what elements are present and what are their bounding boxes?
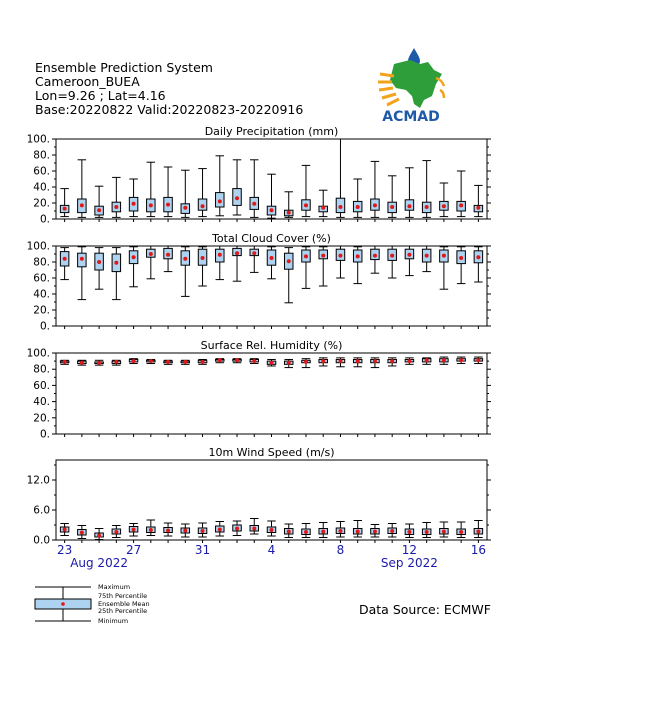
box-2022-09-09 — [353, 521, 362, 538]
legend-mean-label: Ensemble Mean — [98, 600, 150, 608]
x-day-label: 23 — [56, 543, 73, 557]
box-2022-09-09 — [353, 358, 362, 367]
mean-marker — [201, 256, 205, 260]
data-source: Data Source: ECMWF — [359, 602, 491, 617]
y-tick-label: 0.0 — [33, 534, 50, 547]
box-2022-09-06 — [302, 247, 311, 289]
y-tick-label: 60. — [33, 379, 50, 392]
panel-4 — [27, 446, 491, 547]
box-2022-09-01 — [216, 156, 225, 216]
mean-marker — [132, 202, 136, 206]
mean-marker — [97, 361, 101, 365]
mean-marker — [356, 359, 360, 363]
box-2022-09-06 — [302, 359, 311, 368]
box-2022-09-05 — [284, 248, 293, 303]
y-tick-label: 20. — [33, 197, 50, 210]
legend-minimum-label: Minimum — [98, 617, 129, 625]
box-2022-09-14 — [440, 357, 449, 364]
mean-marker — [407, 204, 411, 208]
mean-marker — [218, 528, 222, 532]
box-2022-09-16 — [474, 357, 483, 363]
box-2022-09-14 — [440, 183, 449, 217]
mean-marker — [287, 530, 291, 534]
mean-marker — [442, 254, 446, 258]
mean-marker — [373, 530, 377, 534]
y-tick-label: 60. — [33, 165, 50, 178]
x-day-label: 16 — [470, 543, 487, 557]
box-2022-09-10 — [371, 358, 380, 368]
y-tick-label: 100. — [26, 133, 50, 146]
box-2022-08-30 — [181, 524, 190, 537]
mean-marker — [114, 261, 118, 265]
y-tick-label: 80. — [33, 363, 50, 376]
mean-marker — [270, 256, 274, 260]
mean-marker — [476, 358, 480, 362]
y-tick-label: 0. — [39, 320, 50, 333]
panel-2 — [27, 232, 491, 333]
box-2022-09-11 — [388, 524, 397, 538]
box-2022-09-01 — [216, 246, 225, 280]
mean-marker — [476, 206, 480, 210]
header-coordinates: Lon=9.26 ; Lat=4.16 — [35, 88, 166, 103]
box-2022-09-12 — [405, 524, 414, 538]
box-2022-09-13 — [422, 358, 431, 364]
mean-marker — [407, 359, 411, 363]
box-2022-08-29 — [164, 360, 173, 364]
box-2022-09-06 — [302, 165, 311, 216]
x-day-label: 12 — [401, 543, 418, 557]
box-2022-09-01 — [216, 358, 225, 362]
box-2022-08-25 — [95, 248, 104, 290]
mean-marker — [114, 205, 118, 209]
x-axis — [57, 543, 486, 570]
box-2022-08-28 — [147, 246, 156, 279]
panel-title: Surface Rel. Humidity (%) — [200, 339, 343, 352]
box-2022-09-03 — [250, 519, 259, 535]
mean-marker — [132, 359, 136, 363]
box-2022-09-04 — [267, 359, 276, 365]
box-2022-08-26 — [112, 177, 121, 217]
box-2022-08-28 — [147, 520, 156, 536]
box-2022-08-31 — [198, 247, 207, 286]
y-tick-label: 12.0 — [26, 474, 50, 487]
box-2022-08-24 — [78, 247, 87, 300]
box-2022-09-16 — [474, 185, 483, 216]
y-tick-label: 60. — [33, 272, 50, 285]
box-2022-09-11 — [388, 246, 397, 278]
y-tick-label: 0. — [39, 428, 50, 441]
box-2022-08-25 — [95, 360, 104, 365]
y-tick-label: 80. — [33, 256, 50, 269]
box-2022-09-16 — [474, 521, 483, 538]
legend-mean-marker — [61, 602, 65, 606]
mean-marker — [390, 205, 394, 209]
mean-marker — [218, 253, 222, 257]
header-dates: Base:20220822 Valid:20220823-20220916 — [35, 102, 304, 117]
mean-marker — [338, 529, 342, 533]
box-2022-09-08 — [336, 139, 345, 217]
y-tick-label: 40. — [33, 288, 50, 301]
box-2022-09-07 — [319, 190, 328, 216]
box-2022-08-24 — [78, 160, 87, 218]
mean-marker — [97, 260, 101, 264]
mean-marker — [114, 360, 118, 364]
box-2022-09-05 — [284, 524, 293, 538]
mean-marker — [304, 203, 308, 207]
mean-marker — [252, 251, 256, 255]
mean-marker — [304, 254, 308, 258]
box-2022-08-24 — [78, 526, 87, 539]
box-2022-09-07 — [319, 247, 328, 286]
x-day-label: 31 — [194, 543, 211, 557]
y-tick-label: 0. — [39, 213, 50, 226]
mean-marker — [252, 202, 256, 206]
mean-marker — [304, 360, 308, 364]
box-2022-08-26 — [112, 360, 121, 365]
box-2022-09-04 — [267, 174, 276, 218]
mean-marker — [166, 203, 170, 207]
box-2022-09-15 — [457, 357, 466, 363]
mean-marker — [287, 361, 291, 365]
mean-marker — [407, 253, 411, 257]
mean-marker — [80, 531, 84, 535]
mean-marker — [235, 527, 239, 531]
box-2022-09-12 — [405, 358, 414, 364]
mean-marker — [425, 205, 429, 209]
box-2022-09-14 — [440, 247, 449, 289]
mean-marker — [287, 259, 291, 263]
mean-marker — [270, 361, 274, 365]
box-2022-08-24 — [78, 360, 87, 365]
box-2022-09-11 — [388, 358, 397, 366]
mean-marker — [149, 359, 153, 363]
mean-marker — [132, 528, 136, 532]
box-2022-09-10 — [371, 246, 380, 273]
mean-marker — [338, 359, 342, 363]
mean-marker — [218, 358, 222, 362]
box-2022-08-27 — [129, 179, 138, 217]
acmad-logo — [378, 48, 444, 125]
mean-marker — [407, 530, 411, 534]
mean-marker — [201, 529, 205, 533]
box-2022-08-27 — [129, 359, 138, 364]
box-2022-08-23 — [60, 189, 69, 217]
box-2022-09-15 — [457, 171, 466, 217]
box-2022-09-09 — [353, 247, 362, 284]
box-2022-08-23 — [60, 248, 69, 280]
box-2022-09-15 — [457, 247, 466, 284]
x-day-label: 8 — [336, 543, 345, 557]
mean-marker — [252, 359, 256, 363]
y-tick-label: 100. — [26, 347, 50, 360]
box-2022-08-25 — [95, 529, 104, 540]
box-2022-08-29 — [164, 523, 173, 536]
legend-p75-label: 75th Percentile — [98, 592, 148, 600]
box-2022-08-30 — [181, 360, 190, 364]
mean-marker — [442, 358, 446, 362]
box-2022-09-10 — [371, 525, 380, 538]
box-2022-09-07 — [319, 358, 328, 366]
box-2022-08-28 — [147, 359, 156, 363]
mean-marker — [201, 360, 205, 364]
header-title: Ensemble Prediction System — [35, 60, 213, 75]
header-station: Cameroon_BUEA — [35, 74, 140, 89]
box-2022-08-27 — [129, 524, 138, 537]
mean-marker — [442, 530, 446, 534]
legend — [35, 583, 150, 625]
box-2022-08-31 — [198, 359, 207, 364]
box-2022-09-04 — [267, 521, 276, 536]
y-tick-label: 20. — [33, 304, 50, 317]
mean-marker — [80, 203, 84, 207]
mean-marker — [235, 358, 239, 362]
box-2022-09-13 — [422, 161, 431, 218]
mean-marker — [287, 211, 291, 215]
box-2022-09-15 — [457, 522, 466, 538]
x-day-label: 4 — [267, 543, 276, 557]
mean-marker — [63, 257, 67, 261]
mean-marker — [166, 529, 170, 533]
box-2022-08-31 — [198, 169, 207, 217]
box-2022-09-13 — [422, 523, 431, 538]
mean-marker — [166, 360, 170, 364]
mean-marker — [270, 528, 274, 532]
box-2022-09-07 — [319, 523, 328, 538]
mean-marker — [321, 254, 325, 258]
y-tick-label: 20. — [33, 412, 50, 425]
mean-marker — [63, 207, 67, 211]
mean-marker — [476, 255, 480, 259]
box-2022-09-16 — [474, 247, 483, 282]
mean-marker — [442, 204, 446, 208]
mean-marker — [321, 530, 325, 534]
box-2022-09-08 — [336, 522, 345, 538]
x-day-label: 27 — [125, 543, 142, 557]
box-2022-09-08 — [336, 358, 345, 367]
mean-marker — [390, 529, 394, 533]
box-2022-09-12 — [405, 246, 414, 276]
mean-marker — [270, 208, 274, 212]
box-2022-08-30 — [181, 247, 190, 297]
mean-marker — [356, 254, 360, 258]
mean-marker — [373, 203, 377, 207]
box-2022-09-14 — [440, 522, 449, 537]
mean-marker — [425, 254, 429, 258]
x-month-label: Sep 2022 — [380, 556, 438, 570]
mean-marker — [132, 255, 136, 259]
mean-marker — [183, 206, 187, 210]
box-2022-09-02 — [233, 521, 242, 536]
mean-marker — [183, 360, 187, 364]
panel-title: Total Cloud Cover (%) — [212, 232, 331, 245]
mean-marker — [183, 529, 187, 533]
mean-marker — [80, 361, 84, 365]
mean-marker — [149, 528, 153, 532]
legend-maximum-label: Maximum — [98, 583, 131, 591]
box-2022-09-02 — [233, 358, 242, 362]
box-2022-09-11 — [388, 176, 397, 218]
panel-3 — [27, 339, 491, 441]
box-2022-09-10 — [371, 161, 380, 217]
mean-marker — [183, 257, 187, 261]
box-2022-09-01 — [216, 522, 225, 537]
mean-marker — [373, 359, 377, 363]
box-2022-09-03 — [250, 246, 259, 272]
mean-marker — [390, 254, 394, 258]
mean-marker — [338, 254, 342, 258]
mean-marker — [356, 205, 360, 209]
mean-marker — [235, 196, 239, 200]
legend-p25-label: 25th Percentile — [98, 607, 148, 615]
panel-title: 10m Wind Speed (m/s) — [208, 446, 335, 459]
mean-marker — [373, 254, 377, 258]
mean-marker — [63, 528, 67, 532]
mean-marker — [476, 530, 480, 534]
mean-marker — [459, 530, 463, 534]
mean-marker — [149, 203, 153, 207]
box-2022-09-06 — [302, 524, 311, 538]
y-tick-label: 40. — [33, 181, 50, 194]
mean-marker — [97, 534, 101, 538]
y-tick-label: 100. — [26, 240, 50, 253]
box-2022-08-23 — [60, 524, 69, 536]
box-2022-08-26 — [112, 526, 121, 538]
box-2022-09-02 — [233, 160, 242, 215]
mean-marker — [459, 256, 463, 260]
mean-marker — [252, 527, 256, 531]
box-2022-09-03 — [250, 160, 259, 218]
box-2022-08-31 — [198, 523, 207, 537]
box-2022-08-29 — [164, 246, 173, 272]
mean-marker — [321, 359, 325, 363]
mean-marker — [356, 530, 360, 534]
box-2022-08-23 — [60, 360, 69, 364]
box-2022-09-12 — [405, 168, 414, 218]
x-month-label: Aug 2022 — [70, 556, 128, 570]
mean-marker — [459, 203, 463, 207]
box-2022-08-26 — [112, 248, 121, 300]
mean-marker — [114, 530, 118, 534]
box-2022-09-08 — [336, 246, 345, 278]
mean-marker — [149, 252, 153, 256]
mean-marker — [338, 205, 342, 209]
box-2022-08-29 — [164, 167, 173, 217]
y-tick-label: 40. — [33, 396, 50, 409]
box-2022-09-02 — [233, 246, 242, 281]
box-2022-09-05 — [284, 192, 293, 218]
box-2022-08-27 — [129, 247, 138, 287]
box-2022-09-03 — [250, 359, 259, 364]
logo-text: ACMAD — [382, 109, 440, 125]
mean-marker — [459, 358, 463, 362]
mean-marker — [97, 208, 101, 212]
mean-marker — [166, 253, 170, 257]
mean-marker — [235, 251, 239, 255]
box-2022-09-05 — [284, 359, 293, 367]
box-2022-09-04 — [267, 247, 276, 279]
mean-marker — [80, 257, 84, 261]
box-2022-08-28 — [147, 162, 156, 216]
mean-marker — [425, 358, 429, 362]
mean-marker — [201, 204, 205, 208]
mean-marker — [218, 199, 222, 203]
mean-marker — [304, 530, 308, 534]
panel-1 — [27, 125, 491, 226]
mean-marker — [63, 360, 67, 364]
box-2022-08-30 — [181, 170, 190, 217]
y-tick-label: 80. — [33, 149, 50, 162]
mean-marker — [321, 206, 325, 210]
box-2022-09-09 — [353, 179, 362, 217]
box-2022-08-25 — [95, 186, 104, 217]
chart-panels — [27, 125, 491, 547]
panel-title: Daily Precipitation (mm) — [204, 125, 339, 138]
y-tick-label: 6.0 — [33, 504, 50, 517]
mean-marker — [425, 530, 429, 534]
mean-marker — [390, 359, 394, 363]
box-2022-09-13 — [422, 246, 431, 272]
